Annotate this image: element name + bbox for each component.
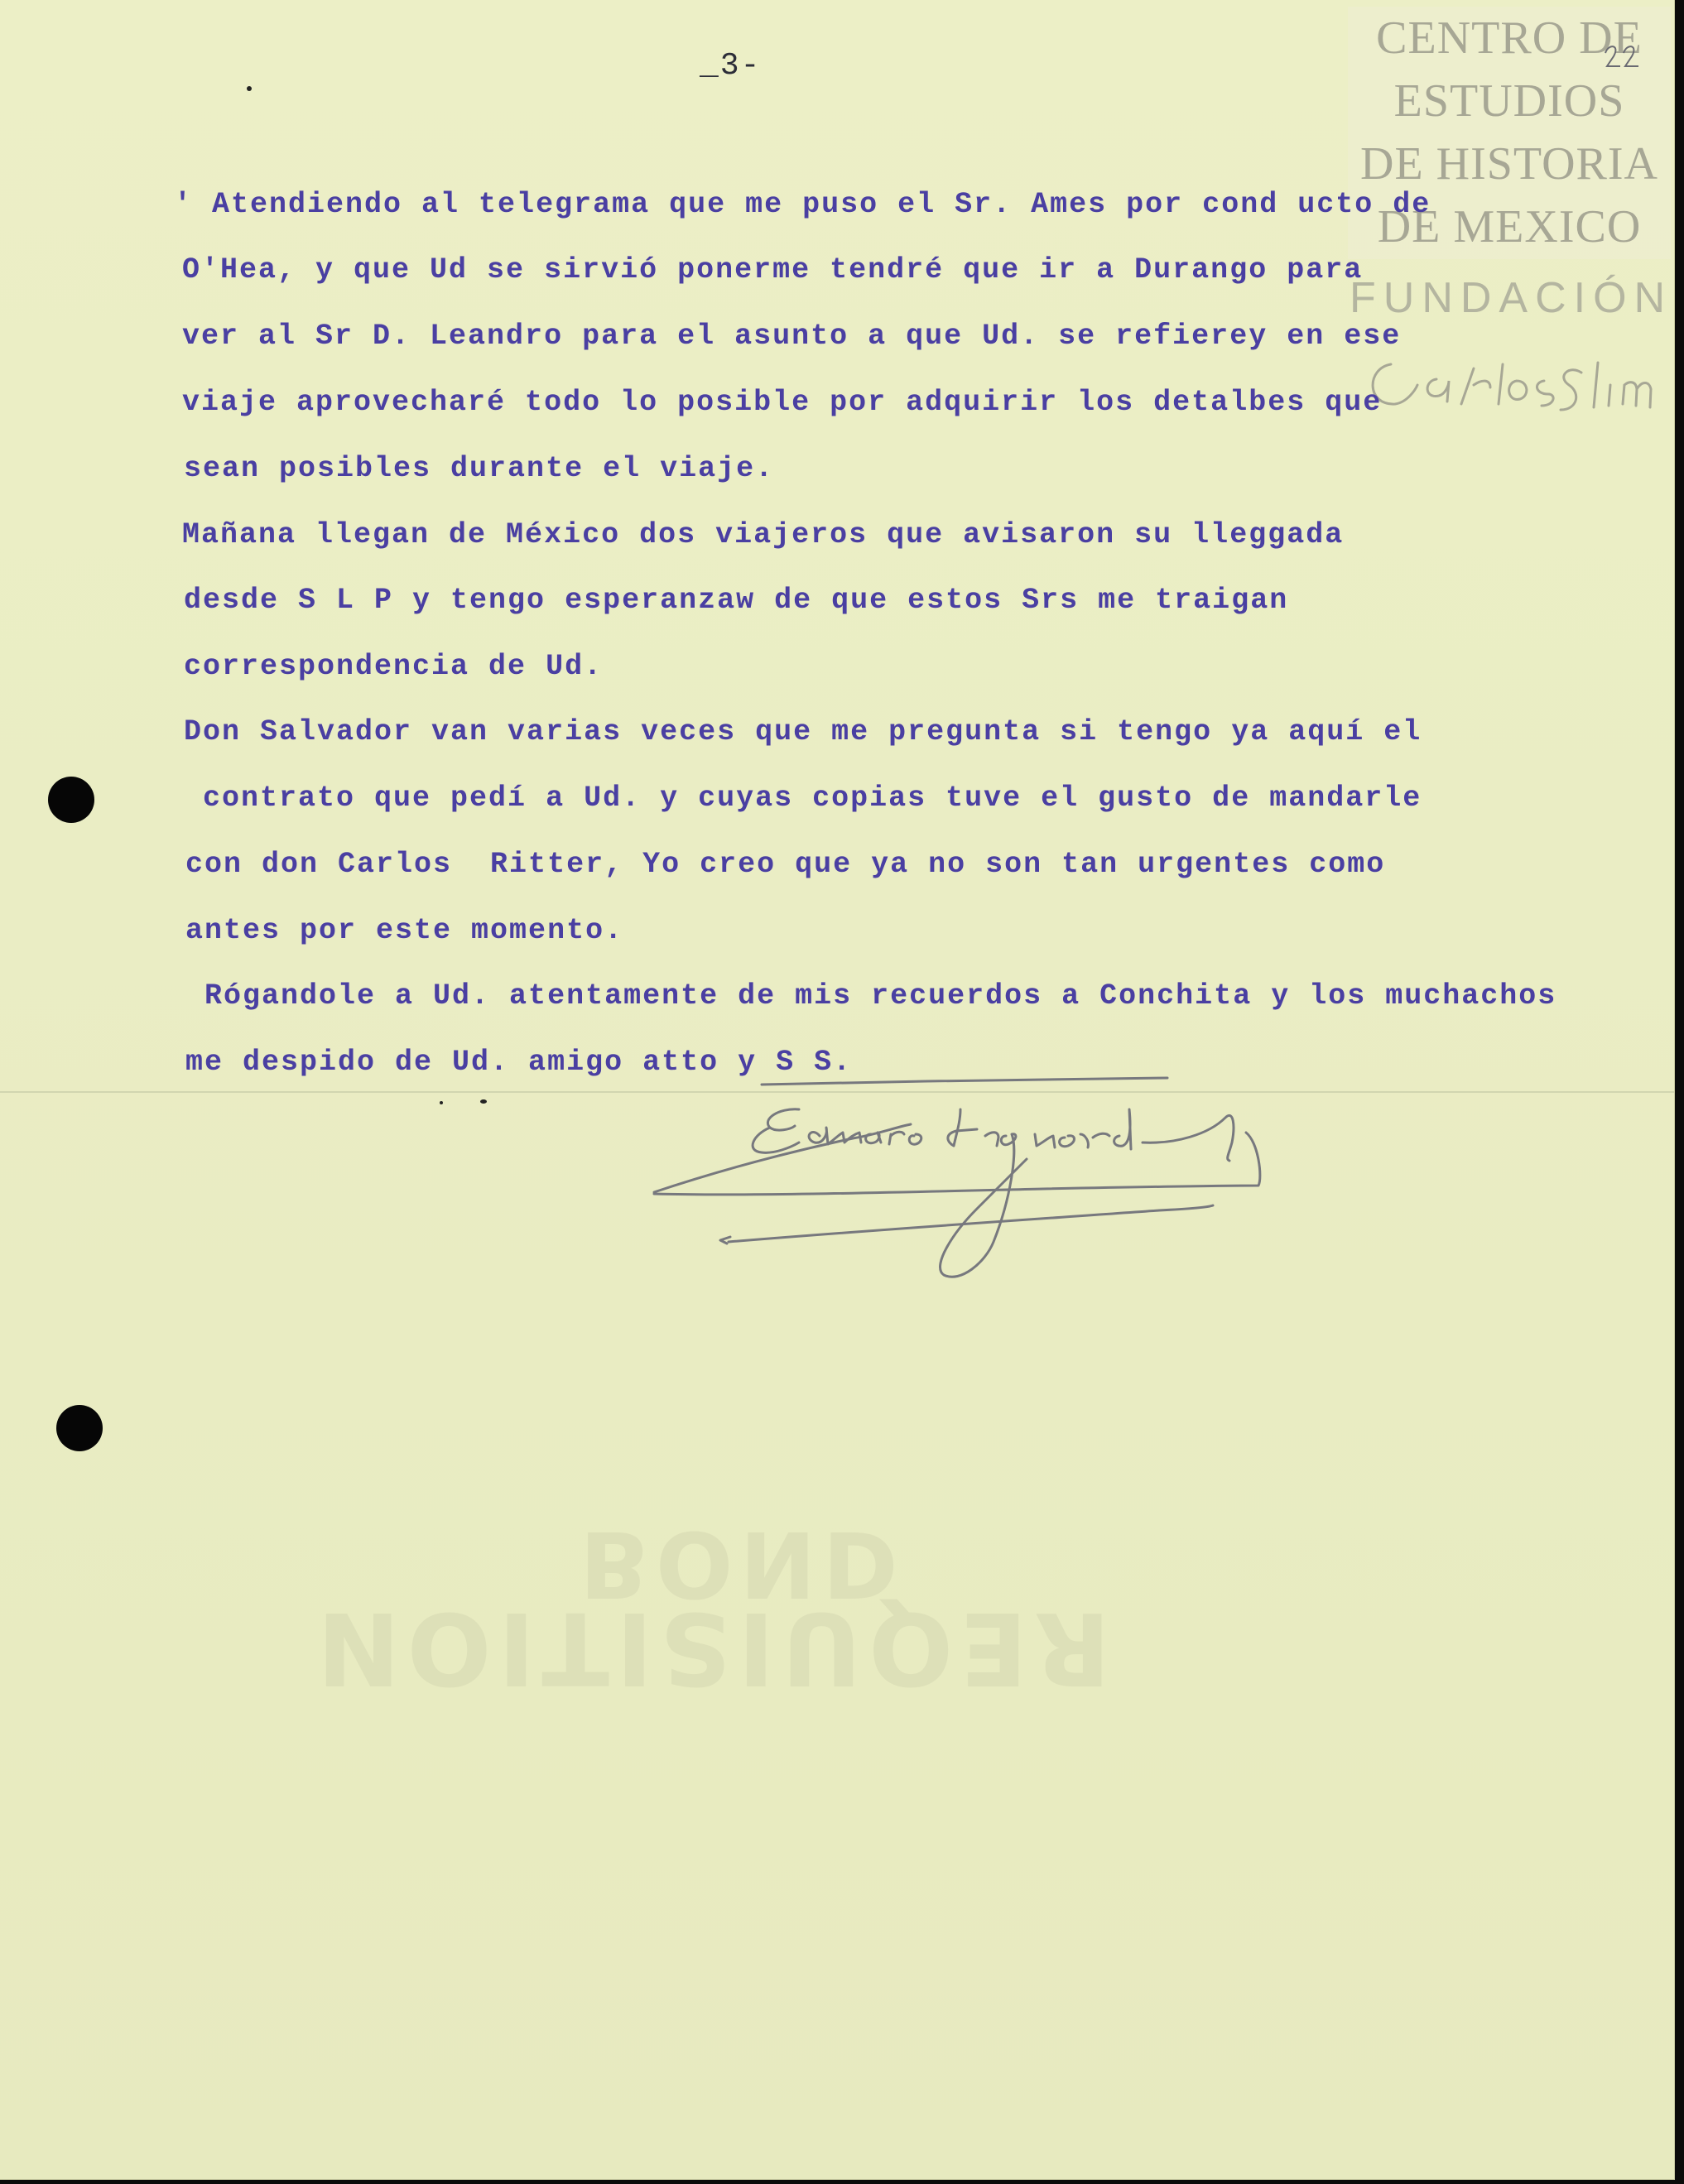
ink-speck	[440, 1101, 443, 1104]
watermark-signature	[1358, 339, 1672, 431]
corner-folio-mark	[1602, 41, 1643, 75]
text-line: Rógandole a Ud. atentamente de mis recuerdos a Conchita y los muchachos	[185, 979, 1557, 1013]
text-line: Mañana llegan de México dos viajeros que avisaron su lleggada	[182, 518, 1345, 551]
text-line: ' Atendiendo al telegrama que me puso el Sr. Ames por cond ucto de	[174, 188, 1431, 221]
text-line: viaje aprovecharé todo lo posible por adquirir los detalbes que	[182, 386, 1383, 419]
text-line: con don Carlos Ritter, Yo creo que ya no son tan urgentes como	[185, 848, 1386, 881]
punch-hole	[48, 777, 94, 823]
text-line: me despido de Ud. amigo atto y S S.	[185, 1046, 853, 1079]
text-line: contrato que pedí a Ud. y cuyas copias tuve el gusto de mandarle	[184, 782, 1422, 815]
text-line: desde S L P y tengo esperanzaw de que estos Srs me traigan	[184, 584, 1289, 617]
ink-speck	[480, 1099, 487, 1104]
text-line: antes por este momento.	[185, 914, 624, 947]
punch-hole	[56, 1405, 103, 1451]
watermark-line: DE MEXICO	[1377, 201, 1642, 253]
bleed-through-text: REQUISITION	[310, 1590, 1111, 1705]
ink-speck	[247, 86, 252, 91]
watermark-line: ESTUDIOS	[1393, 75, 1625, 127]
bleed-through-text: BOND	[580, 1511, 905, 1617]
text-line: Don Salvador van varias veces que me pregunta si tengo ya aquí el	[184, 715, 1422, 748]
watermark-foundation: FUNDACIÓN	[1350, 274, 1673, 322]
text-line: sean posibles durante el viaje.	[184, 452, 775, 485]
text-line: ver al Sr D. Leandro para el asunto a que Ud. se refierey en ese	[182, 320, 1402, 353]
watermark-line: CENTRO DE	[1376, 12, 1643, 64]
text-line: correspondencia de Ud.	[184, 650, 604, 683]
text-line: O'Hea, y que Ud se sirvió ponerme tendré que ir a Durango para	[182, 253, 1364, 286]
watermark-line: DE HISTORIA	[1360, 138, 1658, 190]
page-number: _3-	[700, 48, 762, 84]
handwritten-signature	[629, 1076, 1374, 1300]
